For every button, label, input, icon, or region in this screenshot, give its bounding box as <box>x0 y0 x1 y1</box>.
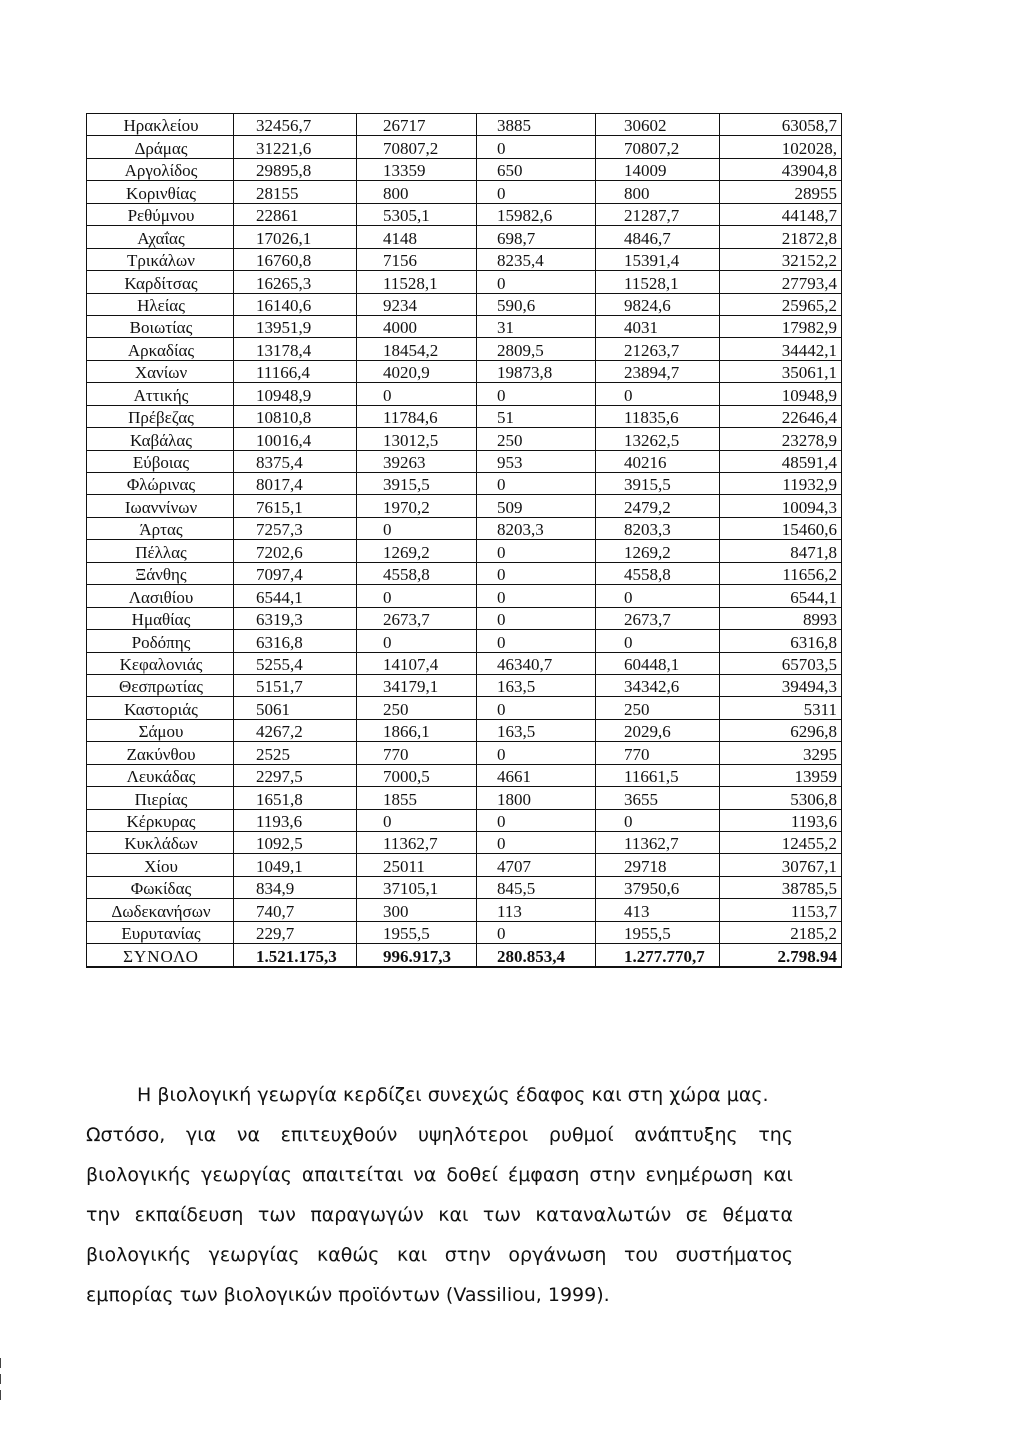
prefecture-name-cell: Χανίων <box>87 360 234 382</box>
value-col3-cell: 0 <box>477 562 596 584</box>
value-total-cell: 28955 <box>720 181 842 203</box>
table-row <box>87 473 842 495</box>
table-row <box>87 271 842 293</box>
value-col2-cell: 34179,1 <box>357 674 477 696</box>
value-col2-cell: 13359 <box>357 158 477 180</box>
value-col4-cell: 11835,6 <box>596 405 720 427</box>
prefecture-name-cell: Βοιωτίας <box>87 315 234 337</box>
value-col3-cell: 4661 <box>477 764 596 786</box>
prefecture-name-cell: Δράμας <box>87 136 234 158</box>
value-col1-cell: 229,7 <box>234 921 357 943</box>
value-total-cell: 10948,9 <box>720 383 842 405</box>
value-col1-cell: 6319,3 <box>234 607 357 629</box>
value-col2-cell: 250 <box>357 697 477 719</box>
value-col1-cell: 16265,3 <box>234 271 357 293</box>
value-col1-cell: 10810,8 <box>234 405 357 427</box>
value-col2-cell: 300 <box>357 899 477 921</box>
value-col4-cell: 34342,6 <box>596 674 720 696</box>
table-row <box>87 450 842 472</box>
value-col2-cell: 770 <box>357 742 477 764</box>
value-col1-cell: 1092,5 <box>234 832 357 854</box>
value-col3-cell: 0 <box>477 630 596 652</box>
value-total-cell: 11932,9 <box>720 473 842 495</box>
table-row <box>87 293 842 315</box>
prefecture-name-cell: Κέρκυρας <box>87 809 234 831</box>
value-col2-cell: 25011 <box>357 854 477 876</box>
value-col1-cell: 13951,9 <box>234 315 357 337</box>
value-col1-cell: 7615,1 <box>234 495 357 517</box>
value-col1-cell: 8375,4 <box>234 450 357 472</box>
value-col1-cell: 6544,1 <box>234 585 357 607</box>
body-paragraph <box>86 1075 793 1315</box>
table-row <box>87 517 842 539</box>
value-col3-cell: 509 <box>477 495 596 517</box>
value-total-cell: 35061,1 <box>720 360 842 382</box>
table-row <box>87 809 842 831</box>
prefecture-name-cell: Τρικάλων <box>87 248 234 270</box>
value-col4-cell: 2029,6 <box>596 719 720 741</box>
paragraph-continuation: Ωστόσο, για να επιτευχθούν υψηλότεροι ρυθμοί ανάπτυξης της βιολογικής γεωργίας απαιτείται να δοθεί έμφαση στην ενημέρωση και την εκπαίδευση των παραγωγών και των καταναλωτών σε θέματα βιολογικής γεωργίας καθώς και στην οργάνωση του συστήματος εμπορίας των βιολογικών προϊόντων (Vassiliou, 1999). <box>86 1124 793 1306</box>
table-row <box>87 585 842 607</box>
value-col3-cell: 31 <box>477 315 596 337</box>
value-total-cell: 1193,6 <box>720 809 842 831</box>
value-total-cell: 65703,5 <box>720 652 842 674</box>
value-col2-cell: 11362,7 <box>357 832 477 854</box>
value-col3-cell: 0 <box>477 742 596 764</box>
value-col2-cell: 4000 <box>357 315 477 337</box>
prefecture-name-cell: Αργολίδος <box>87 158 234 180</box>
value-col1-cell: 16140,6 <box>234 293 357 315</box>
value-col1-cell: 2297,5 <box>234 764 357 786</box>
value-total-cell: 2185,2 <box>720 921 842 943</box>
value-col4-cell: 11661,5 <box>596 764 720 786</box>
table-row <box>87 764 842 786</box>
value-col3-cell: 0 <box>477 832 596 854</box>
prefecture-statistics-table <box>86 113 842 968</box>
value-total-cell: 11656,2 <box>720 562 842 584</box>
paragraph-first-line: Η βιολογική γεωργία κερδίζει συνεχώς έδαφος και στη χώρα μας. <box>137 1084 769 1106</box>
value-col3-cell: 0 <box>477 921 596 943</box>
value-col4-cell: 0 <box>596 630 720 652</box>
value-col3-cell: 8203,3 <box>477 517 596 539</box>
table-row <box>87 114 842 136</box>
table-row <box>87 405 842 427</box>
value-col2-cell: 26717 <box>357 114 477 136</box>
value-col3-cell: 3885 <box>477 114 596 136</box>
prefecture-name-cell: Φλώρινας <box>87 473 234 495</box>
prefecture-name-cell: Ιωαννίνων <box>87 495 234 517</box>
value-col2-cell: 0 <box>357 517 477 539</box>
value-col1-cell: 1193,6 <box>234 809 357 831</box>
prefecture-name-cell: Ηρακλείου <box>87 114 234 136</box>
value-total-cell: 43904,8 <box>720 158 842 180</box>
prefecture-name-cell: Ρεθύμνου <box>87 203 234 225</box>
prefecture-name-cell: Σάμου <box>87 719 234 741</box>
table-row <box>87 248 842 270</box>
table-row <box>87 674 842 696</box>
table-row <box>87 787 842 809</box>
value-col2-cell: 1855 <box>357 787 477 809</box>
value-col1-cell: 13178,4 <box>234 338 357 360</box>
table-row <box>87 226 842 248</box>
value-col4-cell: 40216 <box>596 450 720 472</box>
value-col4-cell: 30602 <box>596 114 720 136</box>
value-total-cell: 38785,5 <box>720 876 842 898</box>
table-row <box>87 876 842 898</box>
value-total-cell: 8471,8 <box>720 540 842 562</box>
value-col1-cell: 31221,6 <box>234 136 357 158</box>
value-col3-cell: 113 <box>477 899 596 921</box>
value-col1-cell: 740,7 <box>234 899 357 921</box>
value-col4-cell: 1955,5 <box>596 921 720 943</box>
table-row <box>87 921 842 943</box>
value-total-cell: 17982,9 <box>720 315 842 337</box>
value-col4-cell: 4558,8 <box>596 562 720 584</box>
prefecture-name-cell: Καστοριάς <box>87 697 234 719</box>
total-value-total-cell: 2.798.94 <box>720 944 842 967</box>
value-total-cell: 8993 <box>720 607 842 629</box>
value-col4-cell: 413 <box>596 899 720 921</box>
value-col4-cell: 8203,3 <box>596 517 720 539</box>
prefecture-name-cell: Αρκαδίας <box>87 338 234 360</box>
prefecture-name-cell: Ξάνθης <box>87 562 234 584</box>
value-col1-cell: 32456,7 <box>234 114 357 136</box>
value-col3-cell: 0 <box>477 181 596 203</box>
table-body <box>87 114 842 967</box>
value-col3-cell: 163,5 <box>477 719 596 741</box>
value-total-cell: 5306,8 <box>720 787 842 809</box>
table-row <box>87 630 842 652</box>
prefecture-name-cell: Ροδόπης <box>87 630 234 652</box>
value-total-cell: 102028, <box>720 136 842 158</box>
value-col1-cell: 16760,8 <box>234 248 357 270</box>
table-row <box>87 338 842 360</box>
value-col1-cell: 5061 <box>234 697 357 719</box>
prefecture-name-cell: Πιερίας <box>87 787 234 809</box>
prefecture-name-cell: Φωκίδας <box>87 876 234 898</box>
value-col2-cell: 11784,6 <box>357 405 477 427</box>
value-col4-cell: 0 <box>596 383 720 405</box>
value-col1-cell: 17026,1 <box>234 226 357 248</box>
value-col1-cell: 2525 <box>234 742 357 764</box>
total-value-col3-cell: 280.853,4 <box>477 944 596 967</box>
value-col2-cell: 39263 <box>357 450 477 472</box>
value-col4-cell: 0 <box>596 585 720 607</box>
scan-mark <box>0 1390 1 1400</box>
value-total-cell: 21872,8 <box>720 226 842 248</box>
value-col3-cell: 0 <box>477 585 596 607</box>
prefecture-name-cell: Πέλλας <box>87 540 234 562</box>
table-row <box>87 652 842 674</box>
value-total-cell: 15460,6 <box>720 517 842 539</box>
total-prefecture-name-cell: ΣΥΝΟΛΟ <box>87 944 234 967</box>
table-row <box>87 854 842 876</box>
prefecture-name-cell: Δωδεκανήσων <box>87 899 234 921</box>
value-col4-cell: 250 <box>596 697 720 719</box>
value-col4-cell: 2673,7 <box>596 607 720 629</box>
value-col1-cell: 29895,8 <box>234 158 357 180</box>
total-row <box>87 944 842 967</box>
value-col2-cell: 1970,2 <box>357 495 477 517</box>
value-col3-cell: 2809,5 <box>477 338 596 360</box>
value-col3-cell: 46340,7 <box>477 652 596 674</box>
value-col4-cell: 11528,1 <box>596 271 720 293</box>
value-col1-cell: 28155 <box>234 181 357 203</box>
value-col2-cell: 3915,5 <box>357 473 477 495</box>
value-col4-cell: 21263,7 <box>596 338 720 360</box>
value-col2-cell: 800 <box>357 181 477 203</box>
table-row <box>87 203 842 225</box>
value-col2-cell: 13012,5 <box>357 428 477 450</box>
value-col3-cell: 0 <box>477 383 596 405</box>
value-total-cell: 5311 <box>720 697 842 719</box>
table-row <box>87 742 842 764</box>
value-total-cell: 3295 <box>720 742 842 764</box>
margin-scan-marks <box>0 1358 4 1408</box>
value-col2-cell: 9234 <box>357 293 477 315</box>
value-col3-cell: 8235,4 <box>477 248 596 270</box>
prefecture-name-cell: Κυκλάδων <box>87 832 234 854</box>
value-total-cell: 6296,8 <box>720 719 842 741</box>
value-col3-cell: 0 <box>477 809 596 831</box>
statistics-table-wrapper <box>86 113 841 968</box>
value-col4-cell: 29718 <box>596 854 720 876</box>
scan-mark <box>0 1374 1 1384</box>
value-total-cell: 13959 <box>720 764 842 786</box>
value-col2-cell: 1866,1 <box>357 719 477 741</box>
value-col3-cell: 51 <box>477 405 596 427</box>
value-total-cell: 27793,4 <box>720 271 842 293</box>
value-total-cell: 44148,7 <box>720 203 842 225</box>
value-col2-cell: 0 <box>357 630 477 652</box>
value-col3-cell: 1800 <box>477 787 596 809</box>
value-total-cell: 63058,7 <box>720 114 842 136</box>
table-row <box>87 158 842 180</box>
prefecture-name-cell: Άρτας <box>87 517 234 539</box>
value-col3-cell: 0 <box>477 697 596 719</box>
value-col2-cell: 70807,2 <box>357 136 477 158</box>
prefecture-name-cell: Καβάλας <box>87 428 234 450</box>
value-col2-cell: 14107,4 <box>357 652 477 674</box>
value-col4-cell: 15391,4 <box>596 248 720 270</box>
value-col1-cell: 6316,8 <box>234 630 357 652</box>
value-col1-cell: 8017,4 <box>234 473 357 495</box>
value-col4-cell: 21287,7 <box>596 203 720 225</box>
value-col3-cell: 698,7 <box>477 226 596 248</box>
prefecture-name-cell: Θεσπρωτίας <box>87 674 234 696</box>
value-total-cell: 6544,1 <box>720 585 842 607</box>
value-col3-cell: 650 <box>477 158 596 180</box>
value-total-cell: 25965,2 <box>720 293 842 315</box>
value-col4-cell: 14009 <box>596 158 720 180</box>
value-col4-cell: 3655 <box>596 787 720 809</box>
value-col2-cell: 7000,5 <box>357 764 477 786</box>
value-col3-cell: 845,5 <box>477 876 596 898</box>
value-col2-cell: 0 <box>357 585 477 607</box>
table-row <box>87 607 842 629</box>
value-col4-cell: 70807,2 <box>596 136 720 158</box>
value-col4-cell: 60448,1 <box>596 652 720 674</box>
prefecture-name-cell: Κεφαλονιάς <box>87 652 234 674</box>
table-row <box>87 315 842 337</box>
value-col1-cell: 10016,4 <box>234 428 357 450</box>
value-col2-cell: 2673,7 <box>357 607 477 629</box>
table-row <box>87 832 842 854</box>
value-col1-cell: 1651,8 <box>234 787 357 809</box>
prefecture-name-cell: Καρδίτσας <box>87 271 234 293</box>
value-col1-cell: 5255,4 <box>234 652 357 674</box>
value-col2-cell: 4558,8 <box>357 562 477 584</box>
value-total-cell: 48591,4 <box>720 450 842 472</box>
value-col2-cell: 5305,1 <box>357 203 477 225</box>
value-col1-cell: 10948,9 <box>234 383 357 405</box>
value-total-cell: 12455,2 <box>720 832 842 854</box>
value-col2-cell: 4020,9 <box>357 360 477 382</box>
value-col3-cell: 0 <box>477 540 596 562</box>
value-col4-cell: 4031 <box>596 315 720 337</box>
value-col3-cell: 0 <box>477 136 596 158</box>
table-row <box>87 697 842 719</box>
value-col4-cell: 800 <box>596 181 720 203</box>
value-col1-cell: 7257,3 <box>234 517 357 539</box>
total-value-col4-cell: 1.277.770,7 <box>596 944 720 967</box>
value-col2-cell: 0 <box>357 383 477 405</box>
total-value-col2-cell: 996.917,3 <box>357 944 477 967</box>
value-col4-cell: 4846,7 <box>596 226 720 248</box>
prefecture-name-cell: Ηλείας <box>87 293 234 315</box>
value-col1-cell: 7097,4 <box>234 562 357 584</box>
prefecture-name-cell: Ευρυτανίας <box>87 921 234 943</box>
table-row <box>87 899 842 921</box>
value-col4-cell: 3915,5 <box>596 473 720 495</box>
table-row <box>87 495 842 517</box>
prefecture-name-cell: Λασιθίου <box>87 585 234 607</box>
value-col3-cell: 163,5 <box>477 674 596 696</box>
value-col4-cell: 0 <box>596 809 720 831</box>
value-total-cell: 10094,3 <box>720 495 842 517</box>
value-col3-cell: 0 <box>477 607 596 629</box>
table-row <box>87 428 842 450</box>
value-col4-cell: 11362,7 <box>596 832 720 854</box>
value-col2-cell: 4148 <box>357 226 477 248</box>
value-col3-cell: 250 <box>477 428 596 450</box>
value-col3-cell: 4707 <box>477 854 596 876</box>
value-col4-cell: 13262,5 <box>596 428 720 450</box>
prefecture-name-cell: Κορινθίας <box>87 181 234 203</box>
table-row <box>87 562 842 584</box>
value-col1-cell: 4267,2 <box>234 719 357 741</box>
prefecture-name-cell: Ζακύνθου <box>87 742 234 764</box>
value-col3-cell: 15982,6 <box>477 203 596 225</box>
value-col4-cell: 770 <box>596 742 720 764</box>
prefecture-name-cell: Πρέβεζας <box>87 405 234 427</box>
value-total-cell: 22646,4 <box>720 405 842 427</box>
prefecture-name-cell: Χίου <box>87 854 234 876</box>
value-col1-cell: 5151,7 <box>234 674 357 696</box>
scan-mark <box>0 1358 1 1368</box>
value-col3-cell: 19873,8 <box>477 360 596 382</box>
value-col1-cell: 11166,4 <box>234 360 357 382</box>
total-value-col1-cell: 1.521.175,3 <box>234 944 357 967</box>
table-row <box>87 719 842 741</box>
value-col1-cell: 1049,1 <box>234 854 357 876</box>
value-total-cell: 23278,9 <box>720 428 842 450</box>
value-col3-cell: 590,6 <box>477 293 596 315</box>
value-col2-cell: 11528,1 <box>357 271 477 293</box>
value-total-cell: 1153,7 <box>720 899 842 921</box>
value-col4-cell: 23894,7 <box>596 360 720 382</box>
value-col2-cell: 18454,2 <box>357 338 477 360</box>
value-col2-cell: 1955,5 <box>357 921 477 943</box>
value-col3-cell: 953 <box>477 450 596 472</box>
value-col1-cell: 7202,6 <box>234 540 357 562</box>
value-col3-cell: 0 <box>477 271 596 293</box>
value-col4-cell: 2479,2 <box>596 495 720 517</box>
value-total-cell: 30767,1 <box>720 854 842 876</box>
value-col2-cell: 0 <box>357 809 477 831</box>
prefecture-name-cell: Ημαθίας <box>87 607 234 629</box>
table-row <box>87 181 842 203</box>
table-row <box>87 540 842 562</box>
prefecture-name-cell: Εύβοιας <box>87 450 234 472</box>
value-total-cell: 39494,3 <box>720 674 842 696</box>
table-row <box>87 360 842 382</box>
table-row <box>87 136 842 158</box>
value-col1-cell: 22861 <box>234 203 357 225</box>
table-row <box>87 383 842 405</box>
value-col1-cell: 834,9 <box>234 876 357 898</box>
value-total-cell: 6316,8 <box>720 630 842 652</box>
value-col4-cell: 1269,2 <box>596 540 720 562</box>
value-col3-cell: 0 <box>477 473 596 495</box>
value-col2-cell: 37105,1 <box>357 876 477 898</box>
value-col2-cell: 1269,2 <box>357 540 477 562</box>
value-total-cell: 32152,2 <box>720 248 842 270</box>
prefecture-name-cell: Αττικής <box>87 383 234 405</box>
value-col4-cell: 37950,6 <box>596 876 720 898</box>
value-col4-cell: 9824,6 <box>596 293 720 315</box>
value-total-cell: 34442,1 <box>720 338 842 360</box>
value-col2-cell: 7156 <box>357 248 477 270</box>
prefecture-name-cell: Λευκάδας <box>87 764 234 786</box>
prefecture-name-cell: Αχαΐας <box>87 226 234 248</box>
